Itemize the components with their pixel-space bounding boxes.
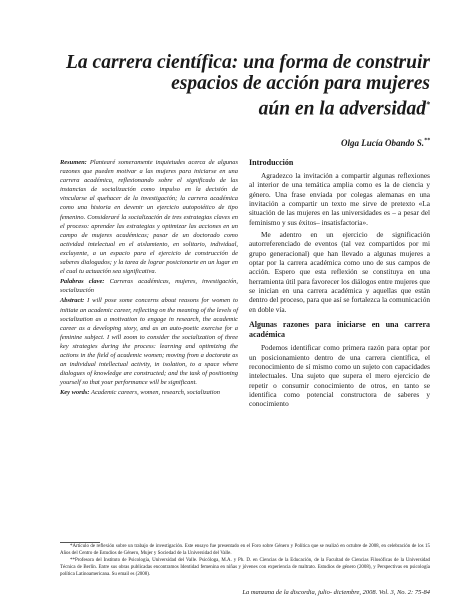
abstract-column xyxy=(60,158,238,397)
palabras-clave-text: Carreras académicas, mujeres, investigación, socialización xyxy=(60,278,238,295)
body-paragraph: Podemos identificar como primera razón para optar por un posicionamiento dentro de una carrera científica, el reconocimiento de sí mismo como un sujeto con capacidades intelectuales. Una sujeto que supera el mero ejercicio de repetir o consumir conocimiento de otros, en tanto se identifica como potencial constructora de saberes y conocimiento xyxy=(249,343,430,409)
keywords-label: Key words: xyxy=(60,389,90,397)
body-paragraph: Me adentro en un ejercicio de significación autorreferenciado de eventos (tal vez compartidos por mi grupo generacional) que han llevado a algunas mujeres a optar por la carrera académica como uno de sus campos de acción. Espero que esta reflexión se constituya en una herramienta útil para favorecer los diálogos entre mujeres que se inician en una carrera académica y aquellas que están dentro del proceso, para que así se fortalezca la comunicación en doble vía. xyxy=(249,230,430,314)
title-line-2: espacios de acción para mujeres xyxy=(171,73,430,94)
body-column xyxy=(249,158,430,409)
palabras-clave-label: Palabras clave: xyxy=(60,278,105,286)
title-line-3: aún en la adversidad xyxy=(258,98,426,120)
abstract-paragraph xyxy=(60,296,238,387)
title-footnote-marker: * xyxy=(426,100,430,109)
author-byline xyxy=(341,138,430,148)
resumen-paragraph xyxy=(60,158,238,276)
resumen-text: Plantearé someramente inquietudes acerca de algunas razones que pueden motivar a las mujeres para iniciarse en una carrera académica, reflexionando sobre el significado de las instancias de socialización como impulso en la decisión de vincularse al quehacer de la investigación; la carrera académica como una historia en devenir un ejercicio autopoiético de tipo femenino. Consideraré la socialización de tres estrategias claves en el proceso: aprender las estrategias y optimizar las acciones en un campo de mujeres académicas; pasar de un doctorado como actividad intelectual en el aislamiento, en solitario, individual, excluyente, a un espacio para el ejercicio de construcción de saberes dialogados; y la tarea de lograr posicionarte en un lugar en el cual tu actuación sea significativa. xyxy=(60,159,238,276)
title-line-1: La carrera científica: una forma de construir xyxy=(66,52,430,73)
author-footnote-marker: ** xyxy=(424,138,430,144)
resumen-label: Resumen: xyxy=(60,159,87,166)
abstract-text: I will pose some concerns about reasons for women to initiate an academic career, reflecting on the meaning of the levels of socialization as a motivation to engage in research, the academic career as a developing story, and as an auto-poetic exercise for a feminine subject. I will zoom to consider the socialization of three key strategies during the process: learning and optimizing the actions in the field of academic women; moving from a doctorate as an individual intellectual activity, in isolation, to a space where dialogues of knowledge are constructed; and the task of positioning yourself so that your performance will be significant. xyxy=(60,297,238,387)
article-title xyxy=(60,52,430,120)
palabras-clave-paragraph xyxy=(60,277,238,295)
footnotes xyxy=(60,544,430,579)
keywords-text: Academic careers, women, research, socialization xyxy=(91,389,220,397)
footnote: *Artículo de reflexión sobre un trabajo de investigación. Este ensayo fue presentado en el Foro sobre Género y Política que se realizó en octubre de 2008, en celebración de los 15 Años del Centro de Estudios de Género, Mujer y Sociedad de la Universidad del Valle. xyxy=(60,544,430,556)
author-name: Olga Lucía Obando S. xyxy=(340,138,424,148)
section-heading-razones: Algunas razones para iniciarse en una carrera académica xyxy=(249,320,430,340)
footnote: **Profesora del Instituto de Psicología, Universidad del Valle. Psicóloga, M.A. y Ph. D. en Ciencias de la Educación, de la Facultad de Ciencias Filosóficas de la Universidad Técnica de Berlín. Entre sus obras publicadas encontramos Identidad femenina en niñas y jóvenes con experiencia de maltrato. Estudios de género (2008), y Perspectivas en psicología política Latinoamericana. Su email es (2008). xyxy=(60,557,430,577)
footnote-divider xyxy=(60,542,100,543)
section-heading-introduccion: Introducción xyxy=(249,158,294,167)
body-paragraph: Agradezco la invitación a compartir algunas reflexiones al interior de una temática amplia como es la de ciencia y género. Una frase enviada por colegas alemanas en una invitación a compartir un texto me sirve de pretexto «La situación de las mujeres en las universidades es – a pesar del feminismo y sus éxitos– insatisfactoria». xyxy=(249,171,430,227)
keywords-paragraph xyxy=(60,388,238,397)
running-footer: La manzana de la discordia, julio- diciembre, 2008. Vol. 3, No. 2: 75-84 xyxy=(242,589,430,596)
abstract-label: Abstract: xyxy=(60,297,85,305)
